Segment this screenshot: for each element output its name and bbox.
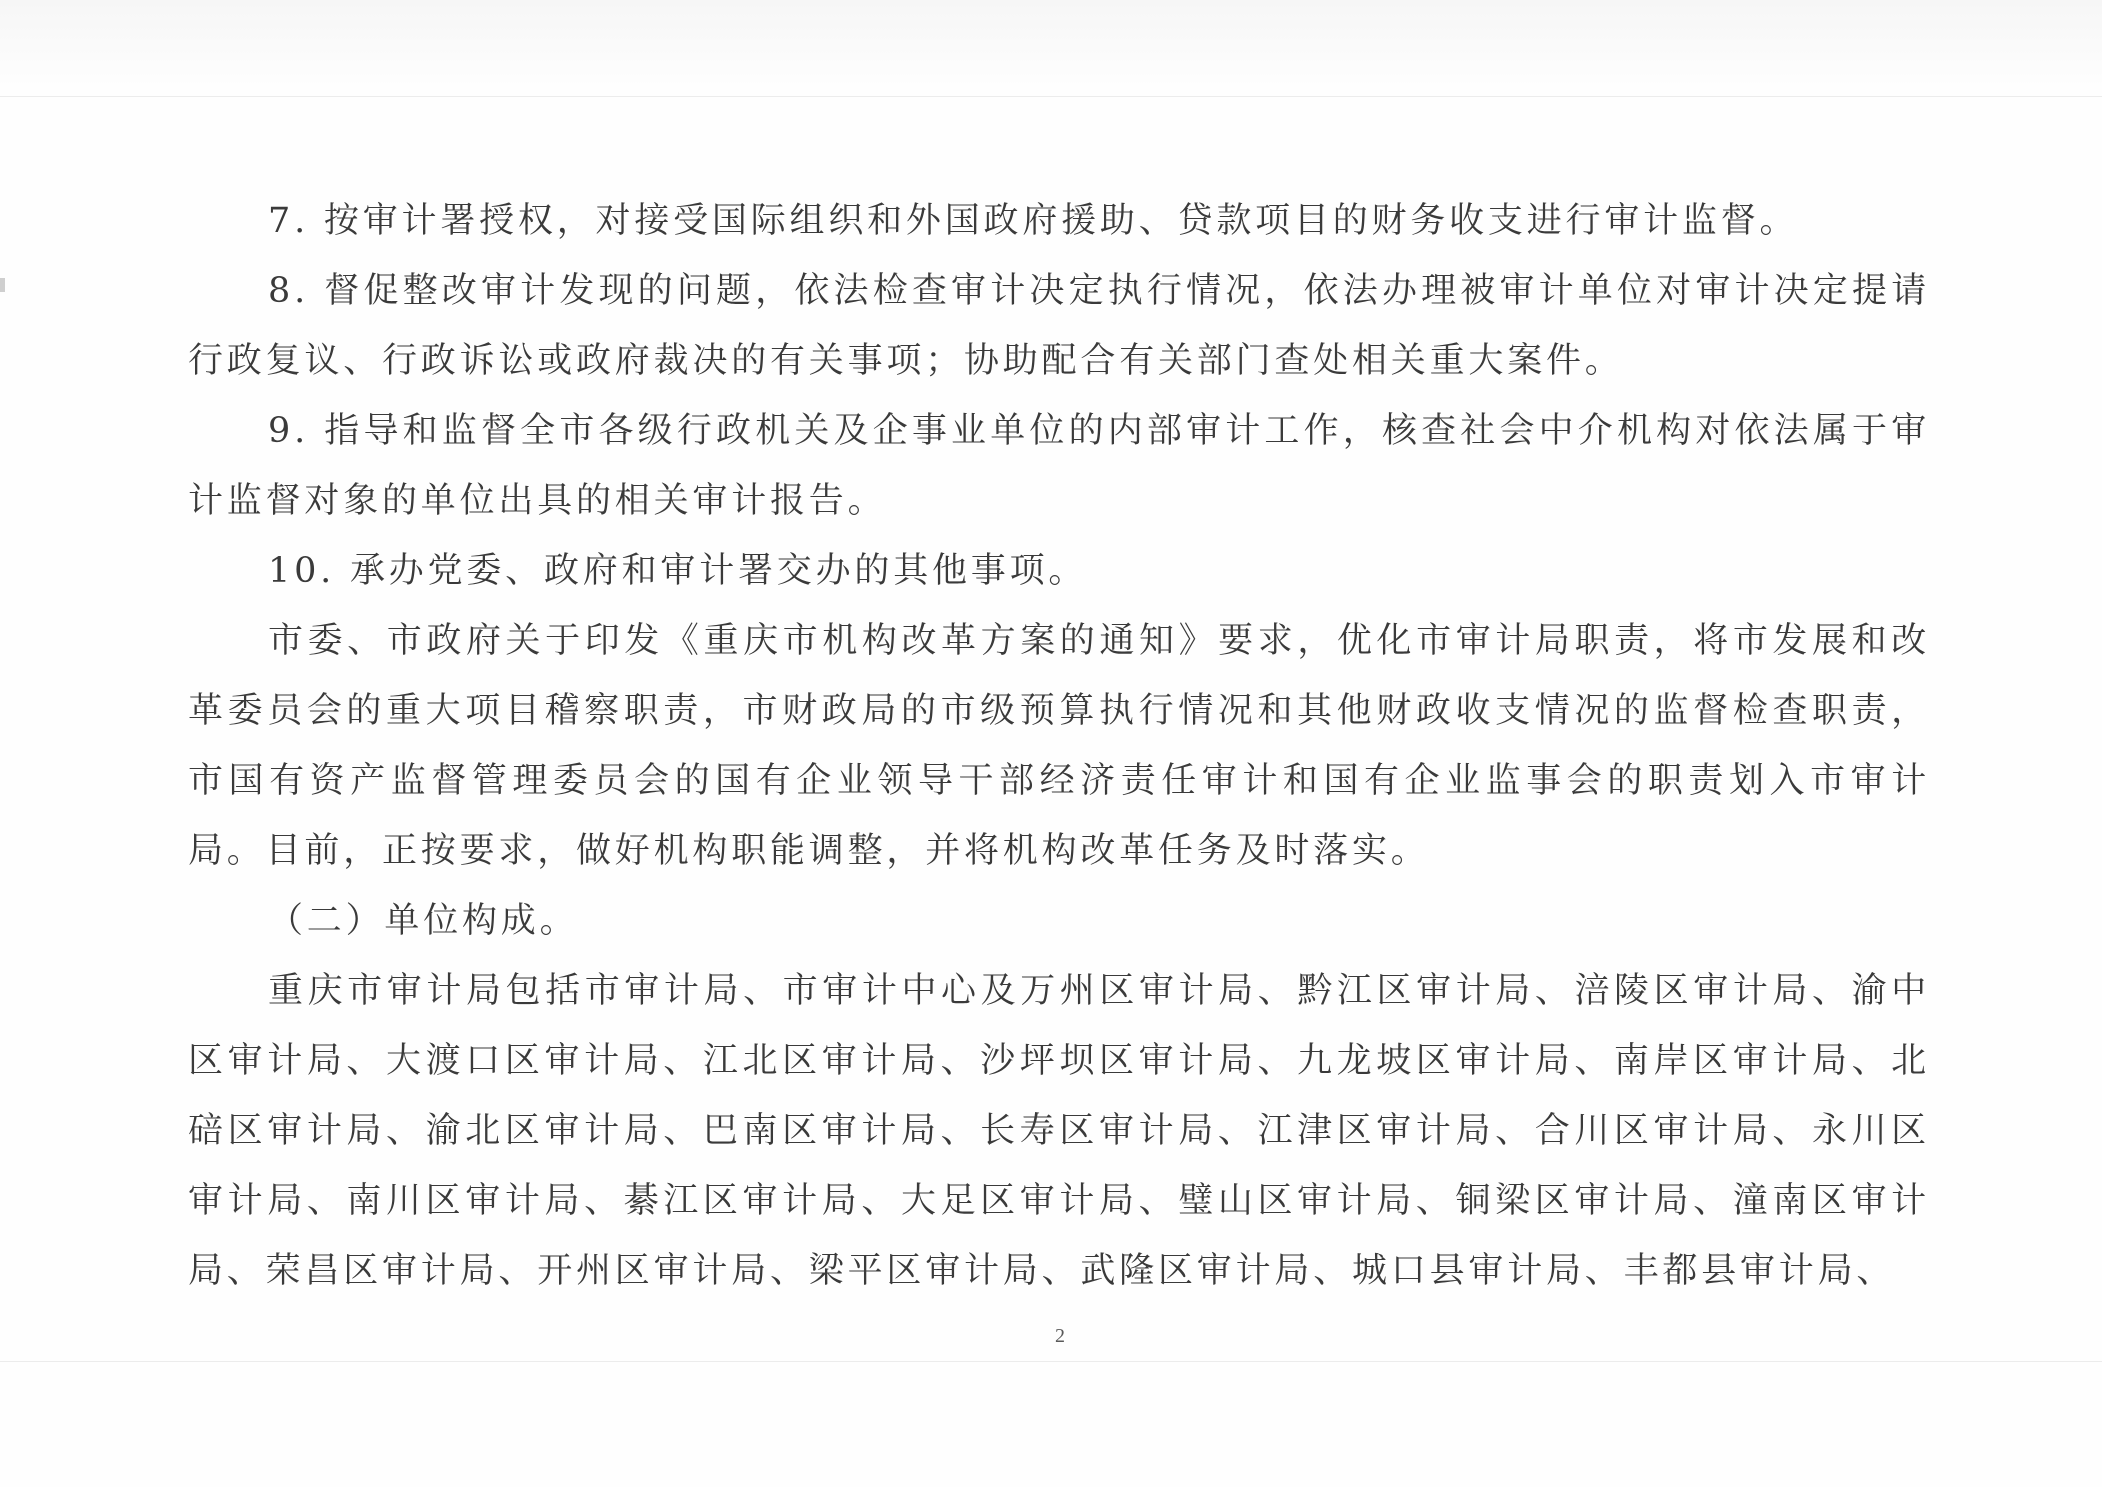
paragraph-unit-composition: 重庆市审计局包括市审计局、市审计中心及万州区审计局、黔江区审计局、涪陵区审计局、渝中区审计局、大渡口区审计局、江北区审计局、沙坪坝区审计局、九龙坡区审计局、南岸区审计局、北碚区审计局、渝北区审计局、巴南区审计局、长寿区审计局、江津区审计局、合川区审计局、永川区审计局、南川区审计局、綦江区审计局、大足区审计局、璧山区审计局、铜梁区审计局、潼南区审计局、荣昌区审计局、开州区审计局、梁平区审计局、武隆区审计局、城口县审计局、丰都县审计局、	[188, 971, 1930, 1291]
section-heading: （二）单位构成。	[268, 901, 579, 941]
scan-top-shading	[0, 0, 2102, 90]
paragraph-item-9: 9. 指导和监督全市各级行政机关及企事业单位的内部审计工作，核查社会中介机构对依法属于审计监督对象的单位出具的相关审计报告。	[188, 411, 1930, 521]
paragraph-item-10: 10. 承办党委、政府和审计署交办的其他事项。	[268, 551, 1088, 591]
paragraph-reform-notice: 市委、市政府关于印发《重庆市机构改革方案的通知》要求，优化市审计局职责，将市发展和改革委员会的重大项目稽察职责，市财政局的市级预算执行情况和其他财政收支情况的监督检查职责，市国有资产监督管理委员会的国有企业领导干部经济责任审计和国有企业监事会的职责划入市审计局。目前，正按要求，做好机构职能调整，并将机构改革任务及时落实。	[188, 621, 1930, 871]
scan-artifact-line	[0, 1361, 2102, 1362]
document-body	[188, 186, 1930, 1306]
paragraph-item-7: 7. 按审计署授权，对接受国际组织和外国政府援助、贷款项目的财务收支进行审计监督。	[268, 201, 1799, 241]
scan-artifact-line	[0, 96, 2102, 97]
scan-edge-mark	[0, 278, 5, 292]
page-number: 2	[1055, 1325, 1065, 1347]
paragraph-item-8: 8. 督促整改审计发现的问题，依法检查审计决定执行情况，依法办理被审计单位对审计决定提请行政复议、行政诉讼或政府裁决的有关事项；协助配合有关部门查处相关重大案件。	[188, 271, 1930, 381]
